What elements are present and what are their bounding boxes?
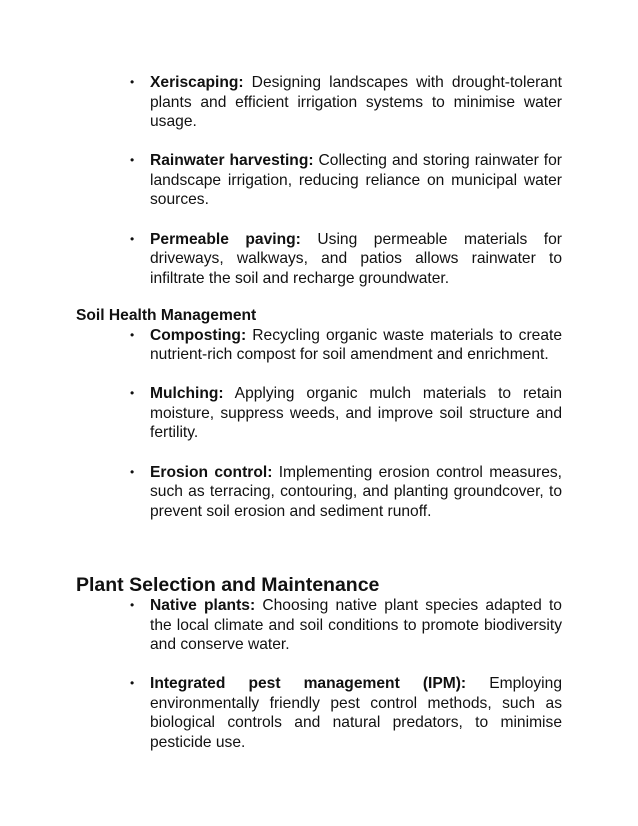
list-item-term: Xeriscaping: bbox=[150, 74, 244, 91]
list-item-term: Integrated pest management (IPM): bbox=[150, 675, 467, 693]
list-item-text: Recycling organic waste materials to create nutrient-rich compost for soil amendment and enrichment. bbox=[150, 326, 562, 364]
list-item-text: Collecting and storing rainwater for landscape irrigation, reducing reliance on municipal water sources. bbox=[150, 152, 562, 209]
list-item-text: Implementing erosion control measures, such as terracing, contouring, and planting groundcover, to prevent soil erosion and sediment runoff. bbox=[150, 463, 563, 520]
list-item bbox=[0, 326, 562, 365]
list-item-term: Native plants: bbox=[150, 597, 256, 614]
list-item-text: Applying organic mulch materials to retain moisture, suppress weeds, and improve soil structure and fertility. bbox=[150, 385, 562, 442]
bullet: • bbox=[130, 75, 135, 89]
list-item-term: Permeable paving: bbox=[150, 230, 301, 248]
soil-health-section bbox=[0, 306, 562, 521]
plant-selection-section bbox=[0, 574, 562, 753]
section-heading-plant-selection: Plant Selection and Maintenance bbox=[76, 574, 380, 596]
list-item bbox=[0, 463, 562, 522]
list-item-text: Using permeable materials for driveways, walkways, and patios allows rainwater to infiltrate the soil and recharge groundwater. bbox=[150, 230, 562, 287]
water-conservation-list bbox=[0, 73, 562, 288]
list-item bbox=[0, 596, 562, 655]
list-item-term: Rainwater harvesting: bbox=[150, 152, 314, 170]
list-item bbox=[0, 151, 562, 210]
bullet: • bbox=[130, 231, 135, 246]
section-heading-soil-health: Soil Health Management bbox=[76, 307, 257, 324]
list-item-text: Employing environmentally friendly pest control methods, such as biological controls and natural predators, to minimise pesticide use. bbox=[150, 675, 562, 752]
bullet: • bbox=[130, 386, 135, 401]
bullet: • bbox=[130, 676, 135, 691]
list-item-text: Designing landscapes with drought-tolerant plants and efficient irrigation systems to minimise water usage. bbox=[150, 74, 562, 131]
bullet: • bbox=[130, 153, 135, 168]
list-item-term: Mulching: bbox=[150, 385, 224, 403]
bullet: • bbox=[130, 327, 135, 342]
list-item bbox=[0, 384, 562, 443]
bullet: • bbox=[130, 464, 135, 479]
list-item bbox=[0, 674, 562, 752]
list-item bbox=[0, 73, 562, 132]
list-item-term: Composting: bbox=[150, 326, 247, 344]
list-item-text: Choosing native plant species adapted to the local climate and soil conditions to promote biodiversity and conserve water. bbox=[150, 597, 562, 654]
soil-health-list bbox=[0, 326, 562, 522]
plant-selection-list bbox=[0, 596, 562, 753]
bullet: • bbox=[130, 598, 135, 612]
list-item bbox=[0, 230, 562, 289]
list-item-term: Erosion control: bbox=[150, 463, 273, 481]
